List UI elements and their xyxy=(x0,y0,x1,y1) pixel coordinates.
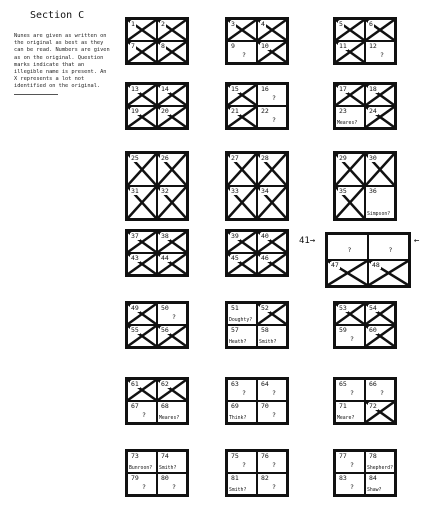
lot-number: 51 xyxy=(231,304,239,312)
lot-number: 27 xyxy=(231,154,239,162)
lot-number: 82 xyxy=(261,474,269,482)
lot-number: 81 xyxy=(231,474,239,482)
lot-number: 76 xyxy=(261,452,269,460)
lot-cell xyxy=(335,473,365,495)
lot-block xyxy=(333,151,397,221)
lot-number: 8 xyxy=(161,42,165,50)
section-title: Section C xyxy=(30,10,85,21)
lot-cell xyxy=(227,379,257,401)
lot-cell xyxy=(257,451,287,473)
lot-cell xyxy=(365,325,395,347)
lot-number: 12 xyxy=(369,42,377,50)
owner-name: Smith? xyxy=(159,466,177,471)
lot-cell xyxy=(157,325,187,347)
lot-cell xyxy=(365,106,395,128)
lot-cell xyxy=(157,231,187,253)
lot-cell xyxy=(227,106,257,128)
lot-number: 74 xyxy=(161,452,169,460)
unknown-mark: ? xyxy=(272,483,276,491)
lot-number: 47 xyxy=(331,261,339,269)
lot-block xyxy=(333,17,397,65)
lot-cell xyxy=(365,41,395,63)
owner-name: Bunroon? xyxy=(129,466,153,471)
lot-cell xyxy=(368,260,409,286)
unknown-mark: ? xyxy=(242,51,246,59)
lot-block xyxy=(225,17,289,65)
lot-block xyxy=(125,82,189,130)
lot-cell xyxy=(127,106,157,128)
lot-number: 58 xyxy=(261,326,269,334)
lot-block xyxy=(333,449,397,497)
lot-number: 83 xyxy=(339,474,347,482)
lot-cell xyxy=(157,153,187,186)
lot-number: 70 xyxy=(261,402,269,410)
lot-number: 13 xyxy=(131,85,139,93)
lot-number: 72 xyxy=(369,402,377,410)
lot-number: 23 xyxy=(339,107,347,115)
lot-cell xyxy=(257,84,287,106)
lot-number: 36 xyxy=(369,187,377,195)
owner-name: Heath? xyxy=(229,340,247,345)
lot-cell xyxy=(257,19,287,41)
lot-block xyxy=(125,17,189,65)
lot-block xyxy=(225,82,289,130)
lot-cell xyxy=(227,231,257,253)
lot-block xyxy=(225,449,289,497)
lot-cell xyxy=(227,19,257,41)
lot-cell xyxy=(127,379,157,401)
lot-number: 9 xyxy=(231,42,235,50)
lot-number: 62 xyxy=(161,380,169,388)
lot-number: 52 xyxy=(261,304,269,312)
lot-cell xyxy=(127,401,157,423)
lot-cell xyxy=(127,186,157,219)
lot-cell xyxy=(368,234,409,260)
lot-cell xyxy=(157,473,187,495)
owner-name: Shepherd? xyxy=(367,466,393,471)
lot-cell xyxy=(335,106,365,128)
lot-cell xyxy=(365,401,395,423)
owner-name: Meares? xyxy=(159,416,180,421)
lot-cell xyxy=(335,401,365,423)
owner-name: Shaw? xyxy=(367,488,382,493)
lot-cell xyxy=(157,84,187,106)
lot-cell xyxy=(127,153,157,186)
lot-number: 4 xyxy=(261,20,265,28)
lot-cell xyxy=(257,153,287,186)
lot-cell xyxy=(365,153,395,186)
lot-number: 38 xyxy=(161,232,169,240)
lot-number: 25 xyxy=(131,154,139,162)
lot-number: 56 xyxy=(161,326,169,334)
lot-number: 77 xyxy=(339,452,347,460)
lot-cell xyxy=(257,379,287,401)
lot-number: 59 xyxy=(339,326,347,334)
lot-cell xyxy=(365,303,395,325)
lot-cell xyxy=(335,303,365,325)
lot-cell xyxy=(127,451,157,473)
lot-cell xyxy=(157,401,187,423)
lot-number: 5 xyxy=(339,20,343,28)
lot-cell xyxy=(257,401,287,423)
lot-cell xyxy=(365,19,395,41)
lot-number: 18 xyxy=(369,85,377,93)
lot-number: 54 xyxy=(369,304,377,312)
lot-number: 11 xyxy=(339,42,347,50)
lot-cell xyxy=(365,379,395,401)
lot-block xyxy=(225,377,289,425)
lot-number: 78 xyxy=(369,452,377,460)
unknown-mark: ? xyxy=(350,461,354,469)
lot-block xyxy=(225,229,289,277)
lot-number: 43 xyxy=(131,254,139,262)
lot-number: 28 xyxy=(261,154,269,162)
lot-number: 2 xyxy=(161,20,165,28)
lot-block xyxy=(333,377,397,425)
unknown-mark: ? xyxy=(142,411,146,419)
lot-cell xyxy=(127,303,157,325)
lot-block xyxy=(333,82,397,130)
lot-cell xyxy=(335,41,365,63)
lot-number: 29 xyxy=(339,154,347,162)
lot-number: 32 xyxy=(161,187,169,195)
lot-number: 22 xyxy=(261,107,269,115)
unknown-mark: ? xyxy=(380,51,384,59)
lot-number: 61 xyxy=(131,380,139,388)
lot-cell xyxy=(365,451,395,473)
unknown-mark: ? xyxy=(272,461,276,469)
lot-cell xyxy=(335,325,365,347)
lot-cell xyxy=(227,401,257,423)
lot-cell xyxy=(127,253,157,275)
lot-cell xyxy=(257,253,287,275)
lot-number: 68 xyxy=(161,402,169,410)
lot-cell xyxy=(227,84,257,106)
lot-number: 63 xyxy=(231,380,239,388)
lot-cell xyxy=(335,19,365,41)
lot-number: 40 xyxy=(261,232,269,240)
lot-number: 65 xyxy=(339,380,347,388)
lot-cell xyxy=(157,41,187,63)
unknown-mark: ? xyxy=(272,94,276,102)
lot-cell xyxy=(227,186,257,219)
lot-cell xyxy=(365,186,395,219)
lot-number: 46 xyxy=(261,254,269,262)
lot-number: 26 xyxy=(161,154,169,162)
lot-number: 80 xyxy=(161,474,169,482)
lot-cell xyxy=(127,325,157,347)
lot-cell xyxy=(365,84,395,106)
lot-cell xyxy=(257,231,287,253)
lot-block xyxy=(225,301,289,349)
lot-number: 30 xyxy=(369,154,377,162)
lot-cell xyxy=(127,19,157,41)
lot-number: 3 xyxy=(231,20,235,28)
lot-number: 50 xyxy=(161,304,169,312)
lot-block xyxy=(225,151,289,221)
owner-name: Simpson? xyxy=(367,212,391,217)
lot-number: 84 xyxy=(369,474,377,482)
lot-cell xyxy=(127,473,157,495)
lot-number: 19 xyxy=(131,107,139,115)
lot-cell xyxy=(335,379,365,401)
unknown-mark: ? xyxy=(350,483,354,491)
lot-number: 48 xyxy=(372,261,380,269)
lot-number: 31 xyxy=(131,187,139,195)
lot-cell xyxy=(257,473,287,495)
unknown-mark: ? xyxy=(242,461,246,469)
owner-name: Smith? xyxy=(229,488,247,493)
lot-number: 53 xyxy=(339,304,347,312)
lot-cell xyxy=(127,84,157,106)
unknown-mark: ? xyxy=(172,483,176,491)
lot-cell xyxy=(227,303,257,325)
lot-cell xyxy=(227,41,257,63)
lot-cell xyxy=(157,451,187,473)
unknown-mark: ? xyxy=(242,389,246,397)
lot-cell xyxy=(127,231,157,253)
notes-text: Nunes are given as written on the original as best as they can be read. Numbers are given as on the original. Question marks indicate that an illegible name is present. An X represents a lot not identified on the original. xyxy=(14,33,110,98)
lot-cell xyxy=(257,41,287,63)
unknown-mark: ? xyxy=(272,411,276,419)
lot-cell xyxy=(257,186,287,219)
unknown-mark: ? xyxy=(388,245,393,254)
owner-name: Think? xyxy=(229,416,247,421)
lot-number: 15 xyxy=(231,85,239,93)
lot-number: 55 xyxy=(131,326,139,334)
lot-number: 64 xyxy=(261,380,269,388)
unknown-mark: ? xyxy=(350,389,354,397)
lot-number: 10 xyxy=(261,42,269,50)
lot-number: 6 xyxy=(369,20,373,28)
lot-cell xyxy=(157,19,187,41)
unknown-mark: ? xyxy=(272,389,276,397)
unknown-mark: ? xyxy=(380,389,384,397)
lot-number: 79 xyxy=(131,474,139,482)
lot-number: 16 xyxy=(261,85,269,93)
lot-block xyxy=(125,229,189,277)
lot-number: 34 xyxy=(261,187,269,195)
lot-cell xyxy=(335,451,365,473)
lot-block xyxy=(125,377,189,425)
lot-cell xyxy=(227,325,257,347)
unknown-mark: ? xyxy=(272,116,276,124)
owner-name: Smith? xyxy=(259,340,277,345)
owner-name: Meares? xyxy=(337,121,358,126)
lot-number: 75 xyxy=(231,452,239,460)
lot-block xyxy=(333,301,397,349)
lot-cell xyxy=(157,186,187,219)
lot-cell xyxy=(227,153,257,186)
lot-cell xyxy=(227,253,257,275)
lot-cell xyxy=(157,253,187,275)
lot-cell xyxy=(335,153,365,186)
lot-cell xyxy=(327,260,368,286)
unknown-mark: ? xyxy=(142,483,146,491)
unknown-mark: ? xyxy=(172,313,176,321)
lot-block xyxy=(125,301,189,349)
lot-number: 14 xyxy=(161,85,169,93)
lot-block xyxy=(125,449,189,497)
lot-number: 49 xyxy=(131,304,139,312)
lot-cell xyxy=(127,41,157,63)
lot-number: 66 xyxy=(369,380,377,388)
left-arrow-label: 41→ xyxy=(299,236,316,246)
owner-name: Doughty? xyxy=(229,318,253,323)
lot-number: 37 xyxy=(131,232,139,240)
lot-cell xyxy=(227,473,257,495)
lot-cell xyxy=(157,303,187,325)
unknown-mark: ? xyxy=(350,335,354,343)
lot-number: 73 xyxy=(131,452,139,460)
lot-cell xyxy=(257,325,287,347)
lot-number: 67 xyxy=(131,402,139,410)
owner-name: Meare? xyxy=(337,416,355,421)
lot-number: 1 xyxy=(131,20,135,28)
lot-number: 7 xyxy=(131,42,135,50)
lot-number: 39 xyxy=(231,232,239,240)
unknown-mark: ? xyxy=(347,245,352,254)
lot-cell xyxy=(257,106,287,128)
right-arrow: ← xyxy=(414,236,420,246)
lot-cell xyxy=(335,186,365,219)
lot-number: 60 xyxy=(369,326,377,334)
lot-cell xyxy=(365,473,395,495)
lot-cell xyxy=(157,379,187,401)
lot-number: 20 xyxy=(161,107,169,115)
lot-number: 69 xyxy=(231,402,239,410)
lot-block xyxy=(325,232,411,288)
lot-number: 57 xyxy=(231,326,239,334)
lot-number: 33 xyxy=(231,187,239,195)
lot-block xyxy=(125,151,189,221)
lot-number: 17 xyxy=(339,85,347,93)
lot-cell xyxy=(157,106,187,128)
lot-number: 21 xyxy=(231,107,239,115)
lot-number: 35 xyxy=(339,187,347,195)
lot-cell xyxy=(257,303,287,325)
lot-cell xyxy=(227,451,257,473)
lot-cell xyxy=(327,234,368,260)
lot-cell xyxy=(335,84,365,106)
lot-number: 71 xyxy=(339,402,347,410)
lot-number: 44 xyxy=(161,254,169,262)
lot-number: 24 xyxy=(369,107,377,115)
lot-number: 45 xyxy=(231,254,239,262)
